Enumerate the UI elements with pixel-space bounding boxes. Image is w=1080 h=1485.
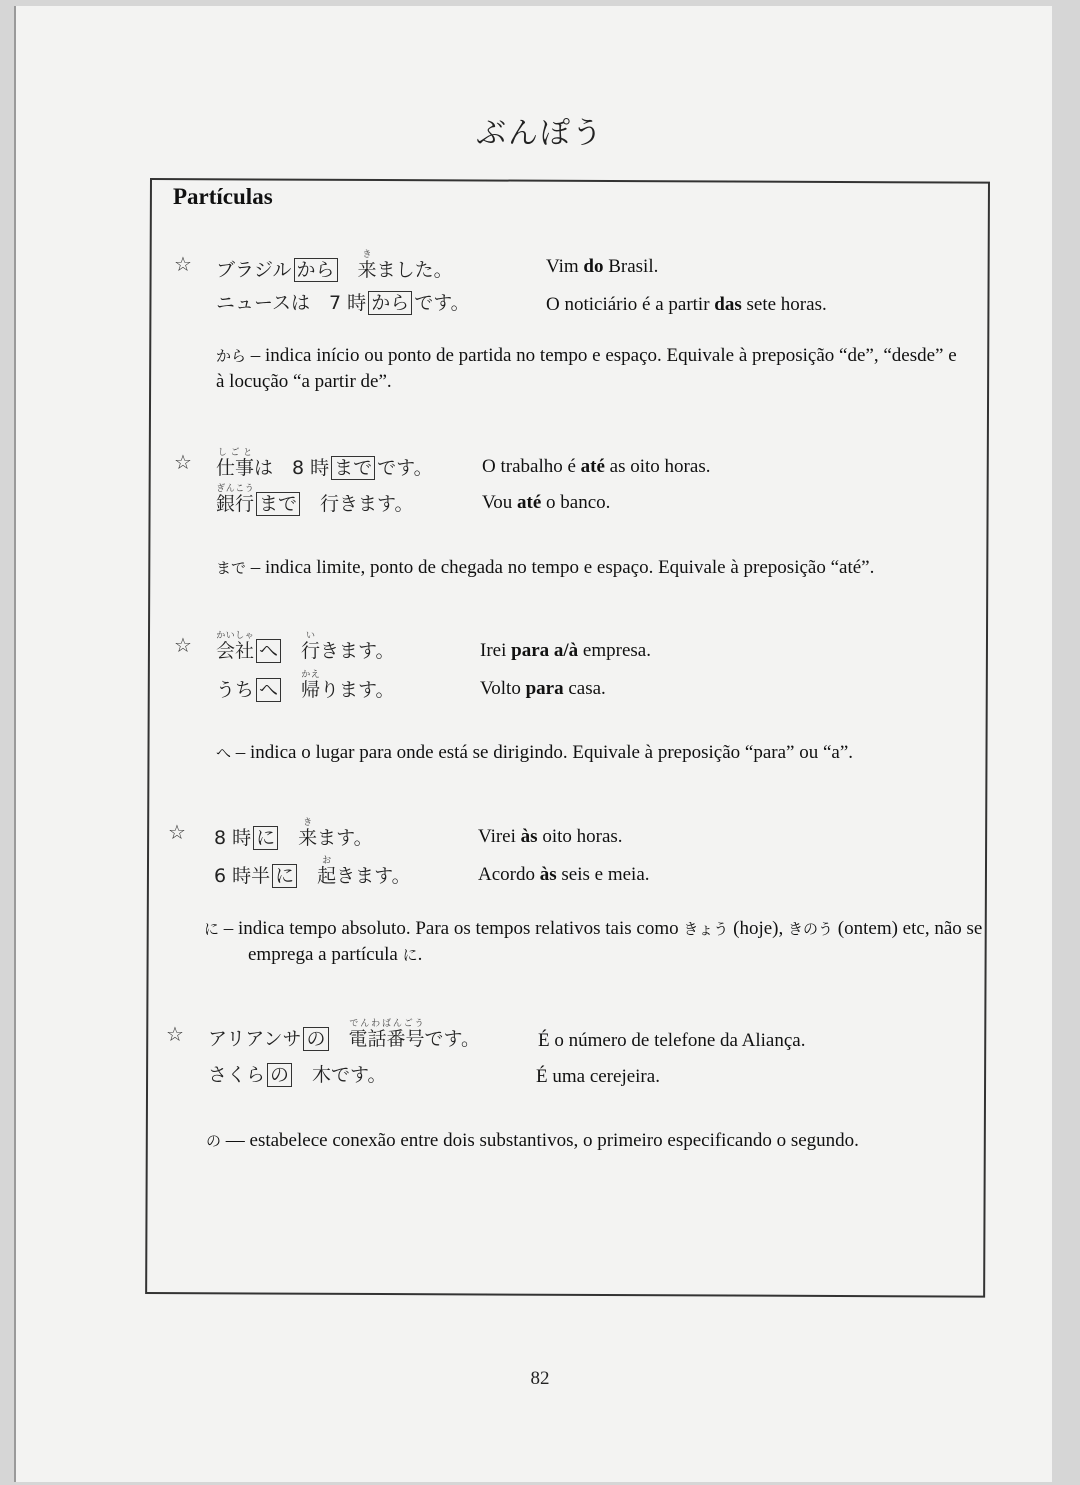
example-translation: O trabalho é até as oito horas.: [482, 456, 711, 477]
particle-explanation: へ – indica o lugar para onde está se dirigindo. Equivale à preposição “para” ou “a”.: [216, 742, 854, 763]
star-icon: ☆: [174, 633, 192, 657]
example-jp: 8 時 に 来きます。: [214, 818, 373, 849]
particle-explanation: から – indica início ou ponto de partida no tempo e espaço. Equivale à preposição “de”, “desde” e à locução “a partir de”.: [216, 345, 957, 392]
particle-box: から: [368, 291, 412, 315]
particle-explanation: まで – indica limite, ponto de chegada no tempo e espaço. Equivale à preposição “até”.: [216, 557, 875, 578]
example-translation: Acordo às seis e meia.: [478, 864, 650, 885]
particle-explanation: に – indica tempo absoluto. Para os tempos relativos tais como きょう (hoje), きのう (ontem) etc, não se emprega a partícula に.: [204, 918, 983, 965]
particle-box: の: [267, 1063, 292, 1087]
example-translation: Vou até o banco.: [482, 492, 611, 513]
example-translation: É uma cerejeira.: [536, 1066, 660, 1087]
star-icon: ☆: [166, 1022, 184, 1046]
particle-box: まで: [256, 492, 300, 516]
particle-box: に: [253, 826, 278, 850]
section-title: Partículas: [173, 184, 273, 209]
example-jp: ニュースは 7 時 から です。: [216, 292, 470, 314]
star-icon: ☆: [168, 820, 186, 844]
star-icon: ☆: [174, 450, 192, 474]
example-translation: O noticiário é a partir das sete horas.: [546, 294, 827, 315]
particle-box: から: [294, 258, 338, 282]
example-jp: さくら の 木です。: [208, 1064, 387, 1086]
particle-box: の: [303, 1027, 328, 1051]
example-translation: Volto para casa.: [480, 678, 606, 699]
example-jp: 銀行ぎんこうまで 行きます。: [216, 484, 414, 515]
particle-box: へ: [256, 639, 281, 663]
example-translation: Irei para a/à empresa.: [480, 640, 651, 661]
example-jp: 6 時半 に 起おきます。: [214, 856, 411, 887]
example-jp: ブラジル から 来きました。: [216, 250, 453, 281]
example-jp: アリアンサ の 電話番号でんわばんごうです。: [208, 1019, 480, 1050]
example-translation: Virei às oito horas.: [478, 826, 623, 847]
example-jp: うち へ 帰かえります。: [216, 670, 395, 701]
page-number: 82: [530, 1368, 550, 1389]
star-icon: ☆: [174, 252, 192, 276]
particle-box: に: [272, 864, 297, 888]
particle-box: まで: [331, 456, 375, 480]
example-translation: Vim do Brasil.: [546, 256, 659, 277]
page-title: ぶんぽう: [476, 116, 604, 151]
example-translation: É o número de telefone da Aliança.: [538, 1030, 806, 1051]
particle-explanation: の — estabelece conexão entre dois substantivos, o primeiro especificando o segundo.: [206, 1130, 859, 1151]
particle-box: へ: [256, 678, 281, 702]
example-jp: 会社かいしゃへ 行いきます。: [216, 631, 395, 662]
example-jp: 仕事しごとは 8 時 まで です。: [216, 448, 433, 479]
